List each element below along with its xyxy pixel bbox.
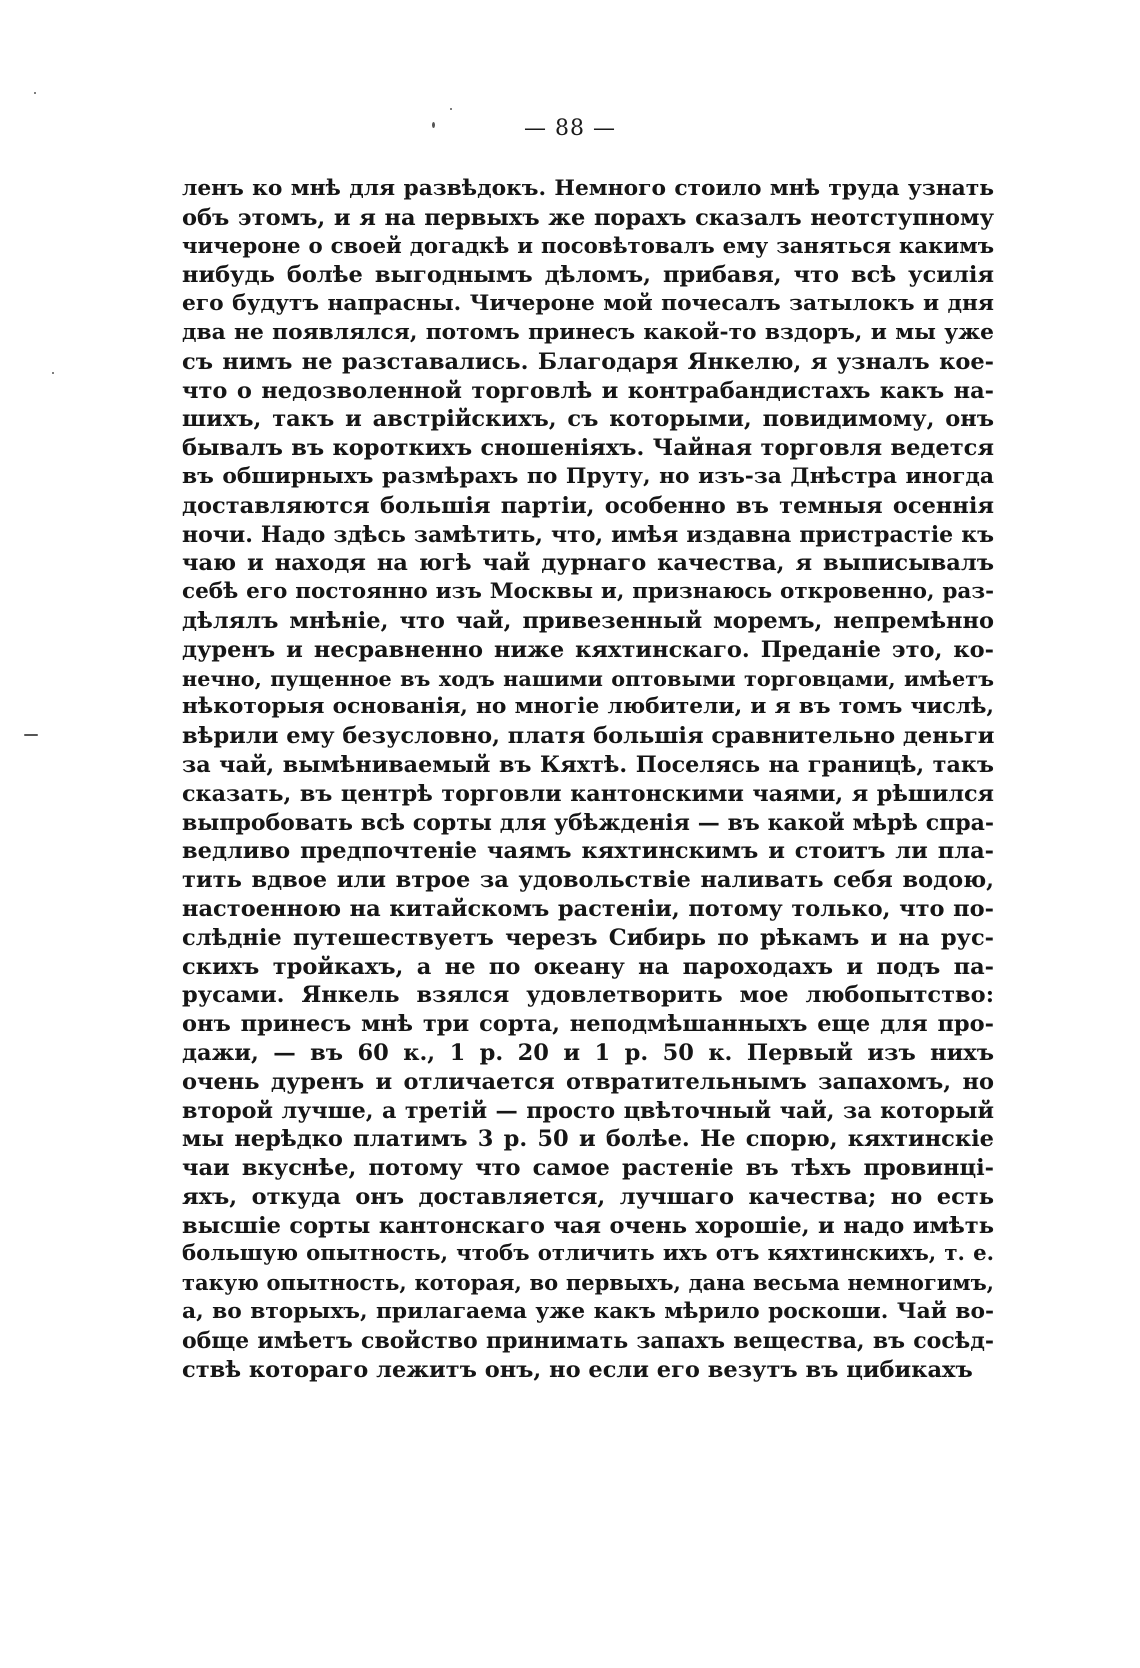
text-line: нѣкоторыя основанія, но многіе любители, и я въ томъ числѣ, [182, 694, 994, 720]
scan-speck [432, 122, 435, 128]
text-line: ствѣ котораго лежитъ онъ, но если его везутъ въ цибикахъ [182, 1356, 973, 1383]
text-line: дажи, — въ 60 к., 1 р. 20 и 1 р. 50 к. Первый изъ нихъ [182, 1039, 994, 1066]
text-line: дѣлялъ мнѣніе, что чай, привезенный моремъ, непремѣнно [182, 607, 994, 634]
text-line: что о недозволенной торговлѣ и контрабандистахъ какъ на- [182, 377, 994, 404]
scan-speck [450, 108, 452, 110]
text-line: второй лучше, а третій — просто цвѣточный чай, за который [182, 1097, 994, 1124]
text-line: тить вдвое или втрое за удовольствіе наливать себя водою, [182, 867, 994, 894]
text-line: объ этомъ, и я на первыхъ же порахъ сказалъ неотступному [182, 204, 994, 231]
scan-speck [52, 372, 54, 374]
text-line: сказать, въ центрѣ торговли кантонскими чаями, я рѣшился [182, 780, 994, 807]
text-line: высшіе сорты кантонскаго чая очень хорошіе, и надо имѣть [182, 1212, 994, 1239]
text-line: дуренъ и несравненно ниже кяхтинскаго. Преданіе это, ко- [182, 636, 994, 663]
text-line: его будутъ напрасны. Чичероне мой почесалъ затылокъ и дня [182, 291, 994, 317]
text-line: обще имѣетъ свойство принимать запахъ вещества, въ сосѣд- [182, 1327, 994, 1354]
text-line: чаю и находя на югѣ чай дурнаго качества, я выписывалъ [182, 550, 994, 577]
text-line: яхъ, откуда онъ доставляется, лучшаго качества; но есть [182, 1183, 994, 1210]
scan-speck [34, 92, 36, 94]
text-line: съ нимъ не разставались. Благодаря Янкелю, я узналъ кое- [182, 348, 994, 375]
text-line: выпробовать всѣ сорты для убѣжденія — въ какой мѣрѣ спра- [182, 809, 994, 836]
text-line: нечно, пущенное въ ходъ нашими оптовыми торговцами, имѣетъ [182, 666, 994, 691]
text-line: скихъ тройкахъ, а не по океану на пароходахъ и подъ па- [182, 953, 994, 980]
text-line: ведливо предпочтеніе чаямъ кяхтинскимъ и стоитъ ли пла- [182, 838, 994, 865]
text-line: доставляются большія партіи, особенно въ темныя осеннія [182, 492, 994, 519]
text-line: очень дуренъ и отличается отвратительнымъ запахомъ, но [182, 1068, 994, 1095]
text-line: бывалъ въ короткихъ сношеніяхъ. Чайная торговля ведется [182, 435, 994, 462]
text-line: ночи. Надо здѣсь замѣтить, что, имѣя издавна пристрастіе къ [182, 521, 994, 548]
text-line: себѣ его постоянно изъ Москвы и, признаюсь откровенно, раз- [182, 579, 994, 605]
text-line: а, во вторыхъ, прилагаема уже какъ мѣрило роскоши. Чай во- [182, 1299, 994, 1325]
text-line: ленъ ко мнѣ для развѣдокъ. Немного стоило мнѣ труда узнать [182, 176, 994, 201]
page-number: — 88 — [524, 116, 616, 141]
text-line: шихъ, такъ и австрійскихъ, съ которыми, повидимому, онъ [182, 406, 994, 433]
text-line: настоенною на китайскомъ растеніи, потому только, что по- [182, 895, 994, 922]
text-line: слѣдніе путешествуетъ черезъ Сибирь по рѣкамъ и на рус- [182, 924, 994, 951]
text-line: нибудь болѣе выгоднымъ дѣломъ, прибавя, что всѣ усилія [182, 262, 994, 289]
text-line: вѣрили ему безусловно, платя большія сравнительно деньги [182, 723, 994, 750]
text-line: два не появлялся, потомъ принесъ какой-то вздоръ, и мы уже [182, 319, 994, 345]
text-line: онъ принесъ мнѣ три сорта, неподмѣшанныхъ еще для про- [182, 1011, 994, 1038]
body-text [182, 175, 994, 1384]
text-line: такую опытность, которая, во первыхъ, дана весьма немногимъ, [182, 1270, 994, 1296]
scan-speck [24, 734, 38, 736]
text-line: за чай, вымѣниваемый въ Кяхтѣ. Поселясь на границѣ, такъ [182, 751, 994, 778]
text-line: чичероне о своей догадкѣ и посовѣтовалъ ему заняться какимъ [182, 233, 994, 259]
text-line: чаи вкуснѣе, потому что самое растеніе въ тѣхъ провинці- [182, 1155, 994, 1182]
text-line: большую опытность, чтобъ отличить ихъ отъ кяхтинскихъ, т. е. [182, 1241, 994, 1267]
text-line: русами. Янкель взялся удовлетворить мое любопытство: [182, 982, 994, 1009]
text-line: мы нерѣдко платимъ 3 р. 50 и болѣе. Не спорю, кяхтинскіе [182, 1126, 994, 1153]
text-line: въ обширныхъ размѣрахъ по Пруту, но изъ-за Днѣстра иногда [182, 463, 994, 489]
